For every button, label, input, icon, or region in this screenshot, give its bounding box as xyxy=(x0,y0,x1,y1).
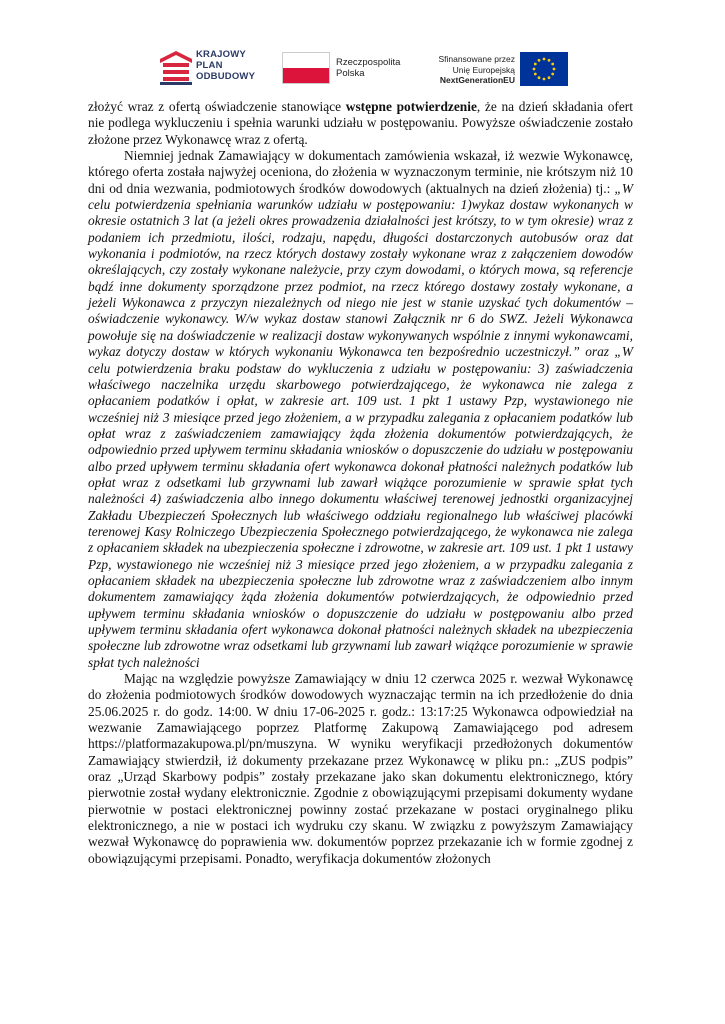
kpo-logo xyxy=(160,49,270,89)
rp-logo xyxy=(282,52,412,88)
quoted-requirements: „W celu potwierdzenia spełniania warunków udziału w postępowaniu: 1)wykaz dostaw wykonanych w okresie ostatnich 3 lat (a jeżeli okres prowadzenia działalności jest krótszy, to w tym okresie) wraz z podaniem ich przedmiotu, ilości, rodzaju, napędu, długości dostarczonych autobusów oraz dat wykonania i podmiotów, na rzecz których dostawy zostały wykonane wraz z załączeniem dowodów określających, czy zostały wykonane należycie, przy czym dowodami, o których mowa, są referencje bądź inne dokumenty sporządzone przez podmiot, na rzecz którego dostawy zostały wykonane, a jeżeli Wykonawca z przyczyn niezależnych od niego nie jest w stanie uzyskać tych dokumentów – oświadczenie wykonawcy. W/w wykaz dostaw stanowi Załącznik nr 6 do SWZ. Jeżeli Wykonawca powołuje się na doświadczenie w realizacji dostaw wykonywanych wspólnie z innymi wykonawcami, wykaz dotyczy dostaw w których wykonaniu Wykonawca ten bezpośrednio uczestniczył.” oraz „W celu potwierdzenia braku podstaw do wykluczenia z udziału w postępowaniu: 3) zaświadczenia właściwego naczelnika urzędu skarbowego potwierdzającego, że wykonawca nie zalega z opłacaniem podatków i opłat, w zakresie art. 109 ust. 1 pkt 1 ustawy Pzp, wystawionego nie wcześniej niż 3 miesiące przed jego złożeniem, a w przypadku zalegania z opłacaniem podatków lub opłat wraz z zaświadczeniem zamawiający żąda złożenia dokumentów potwierdzających, że odpowiednio przed upływem terminu składania wniosków o dopuszczenie do udziału w postępowaniu albo przed upływem terminu składania ofert wykonawca dokonał płatności należnych podatków lub opłat wraz z odsetkami lub grzywnami lub zawarł wiążące porozumienie w sprawie spłat tych należności 4) zaświadczenia albo innego dokumentu właściwej terenowej jednostki organizacyjnej Zakładu Ubezpieczeń Społecznych lub właściwego oddziału regionalnego lub właściwej placówki terenowej Kasy Rolniczego Ubezpieczenia Społecznego potwierdzającego, że wykonawca nie zalega z opłacaniem składek na ubezpieczenia społeczne i zdrowotne, w zakresie art. 109 ust. 1 pkt 1 ustawy Pzp, wystawionego nie wcześniej niż 3 miesiące przed jego złożeniem, a w przypadku zalegania z opłacaniem składek na ubezpieczenia społeczne lub zdrowotne wraz z zaświadczeniem albo innym dokumentem zamawiający żąda złożenia dokumentów potwierdzających, że odpowiednio przed upływem terminu składania wniosków o dopuszczenie do udziału w postępowaniu albo przed upływem terminu składania ofert wykonawca dokonał płatności należnych składek na ubezpieczenia społeczne lub zdrowotne wraz odsetkami lub grzywnami lub zawarł wiążące porozumienie w sprawie spłat tych należności xyxy=(88,180,633,670)
kpo-logo-line2: PLAN xyxy=(196,60,223,71)
polish-flag-icon xyxy=(282,52,330,84)
kpo-logo-text xyxy=(196,49,255,82)
rp-logo-line1: Rzeczpospolita xyxy=(336,57,401,68)
document-body xyxy=(88,99,633,867)
emphasis-text: wstępne potwierdzenie xyxy=(345,99,477,114)
kpo-logo-line1: KRAJOWY xyxy=(196,49,246,60)
page-header xyxy=(0,0,725,100)
rp-logo-text xyxy=(336,57,400,79)
paragraph-3: Mając na względzie powyższe Zamawiający w dniu 12 czerwca 2025 r. wezwał Wykonawcę do złożenia podmiotowych środków dowodowych wyznaczając termin na ich przedłożenie do dnia 25.06.2025 r. do godz. 14:00. W dniu 17-06-2025 r. godz.: 13:17:25 Wykonawca odpowiedział na wezwanie Zamawiającego poprzez Platformę Zakupową Zamawiającego pod adresem https://platformazakupowa.pl/pn/muszyna. W wyniku weryfikacji przedłożonych dokumentów Zamawiający stwierdził, iż dokumenty przekazane przez Wykonawcę w pliku pn.: „ZUS podpis” oraz „Urząd Skarbowy podpis” zostały przekazane jako skan dokumentu elektronicznego, który pierwotnie został wydany elektronicznie. Zgodnie z obowiązującymi przepisami dokumenty wydane pierwotnie w postaci elektronicznej powinny zostać przekazane w postaci oryginalnego pliku elektronicznego, a nie w postaci ich wydruku czy skanu. W związku z powyższym Zamawiający wezwał Wykonawcę do poprawienia ww. dokumentów poprzez przekazanie ich w formie zgodnej z obowiązującymi przepisami. Ponadto, weryfikacja dokumentów złożonych xyxy=(88,671,633,866)
eu-logo xyxy=(420,52,570,92)
eu-logo-line1: Sfinansowane przez xyxy=(438,54,515,64)
eu-logo-line3: NextGenerationEU xyxy=(439,75,515,85)
paragraph-2: Niemniej jednak Zamawiający w dokumentach zamówienia wskazał, iż wezwie Wykonawcę, którego oferta została najwyżej oceniona, do złożenia w wyznaczonym terminie, nie krótszym niż 10 dni od dnia wezwania, podmiotowych środków dowodowych (aktualnych na dzień złożenia) tj.: „W celu potwierdzenia spełniania warunków udziału w postępowaniu: 1)wykaz dostaw wykonanych w okresie ostatnich 3 lat (a jeżeli okres prowadzenia działalności jest krótszy, to w tym okresie) wraz z podaniem ich przedmiotu, ilości, rodzaju, napędu, długości dostarczonych autobusów oraz dat wykonania i podmiotów, na rzecz których dostawy zostały wykonane wraz z załączeniem dowodów określających, czy zostały wykonane należycie, przy czym dowodami, o których mowa, są referencje bądź inne dokumenty sporządzone przez podmiot, na rzecz którego dostawy zostały wykonane, a jeżeli Wykonawca z przyczyn niezależnych od niego nie jest w stanie uzyskać tych dokumentów – oświadczenie wykonawcy. W/w wykaz dostaw stanowi Załącznik nr 6 do SWZ. Jeżeli Wykonawca powołuje się na doświadczenie w realizacji dostaw wykonywanych wspólnie z innymi wykonawcami, wykaz dotyczy dostaw w których wykonaniu Wykonawca ten bezpośrednio uczestniczył.” oraz „W celu potwierdzenia braku podstaw do wykluczenia z udziału w postępowaniu: 3) zaświadczenia właściwego naczelnika urzędu skarbowego potwierdzającego, że wykonawca nie zalega z opłacaniem podatków i opłat, w zakresie art. 109 ust. 1 pkt 1 ustawy Pzp, wystawionego nie wcześniej niż 3 miesiące przed jego złożeniem, a w przypadku zalegania z opłacaniem podatków lub opłat wraz z zaświadczeniem zamawiający żąda złożenia dokumentów potwierdzających, że odpowiednio przed upływem terminu składania wniosków o dopuszczenie do udziału w postępowaniu albo przed upływem terminu składania ofert wykonawca dokonał płatności należnych podatków lub opłat wraz z odsetkami lub grzywnami lub zawarł wiążące porozumienie w sprawie spłat tych należności 4) zaświadczenia albo innego dokumentu właściwej terenowej jednostki organizacyjnej Zakładu Ubezpieczeń Społecznych lub właściwego oddziału regionalnego lub właściwej placówki terenowej Kasy Rolniczego Ubezpieczenia Społecznego potwierdzającego, że wykonawca nie zalega z opłacaniem składek na ubezpieczenia społeczne i zdrowotne, w zakresie art. 109 ust. 1 pkt 1 ustawy Pzp, wystawionego nie wcześniej niż 3 miesiące przed jego złożeniem, a w przypadku zalegania z opłacaniem składek na ubezpieczenia społeczne lub zdrowotne wraz z zaświadczeniem albo innym dokumentem zamawiający żąda złożenia dokumentów potwierdzających, że odpowiednio przed upływem terminu składania wniosków o dopuszczenie do udziału w postępowaniu albo przed upływem terminu składania ofert wykonawca dokonał płatności należnych składek na ubezpieczenia społeczne lub zdrowotne wraz odsetkami lub grzywnami lub zawarł wiążące porozumienie w sprawie spłat tych należności xyxy=(88,148,633,670)
paragraph-1: złożyć wraz z ofertą oświadczenie stanowiące wstępne potwierdzenie, że na dzień składania ofert nie podlega wykluczeniu i spełnia warunki udziału w postępowaniu. Powyższe oświadczenie zostało złożone przez Wykonawcę wraz z ofertą. xyxy=(88,99,633,147)
kpo-logo-icon xyxy=(160,51,192,85)
eu-flag-icon xyxy=(520,52,568,86)
kpo-logo-line3: ODBUDOWY xyxy=(196,71,256,82)
eu-logo-line2: Unię Europejską xyxy=(452,64,515,75)
rp-logo-line2: Polska xyxy=(336,68,365,79)
eu-logo-text xyxy=(420,54,515,86)
